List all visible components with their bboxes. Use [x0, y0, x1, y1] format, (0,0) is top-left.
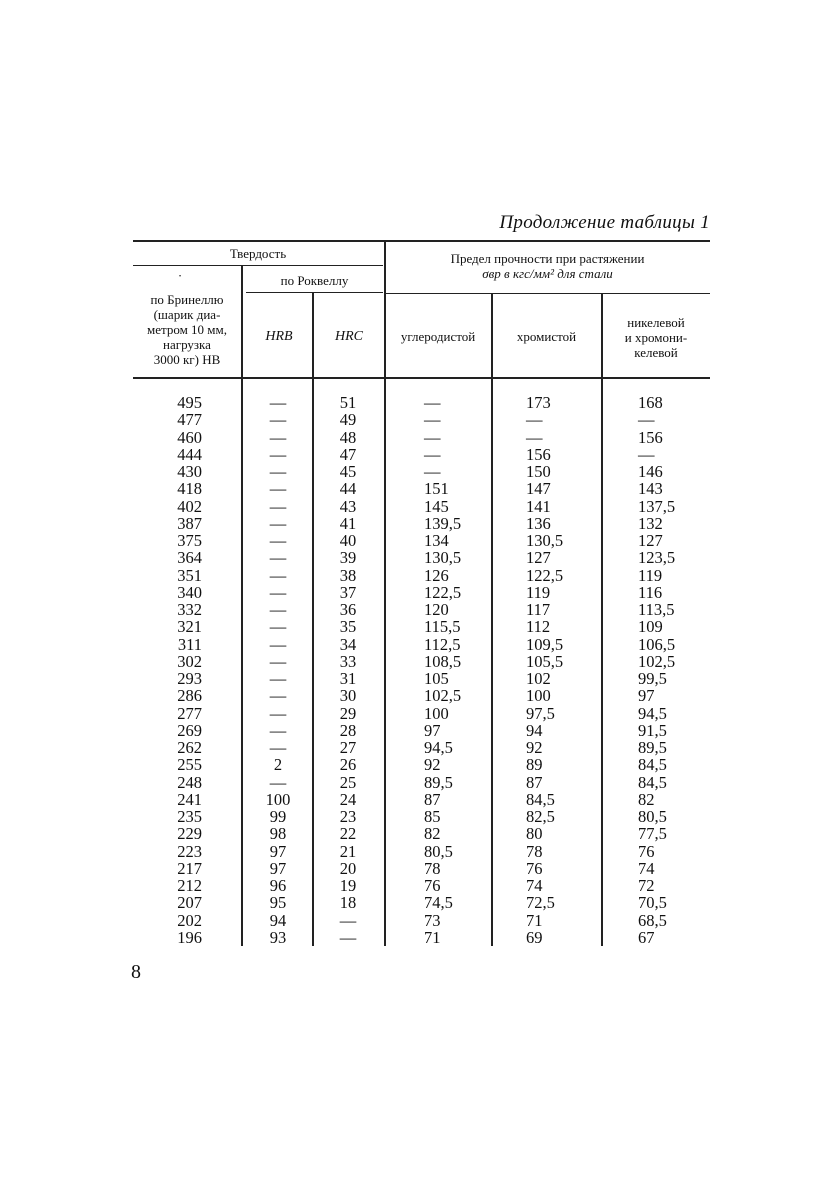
header-hrc: HRC — [335, 329, 363, 344]
table-cell: 112 — [526, 617, 551, 637]
table-cell: 418 — [177, 479, 202, 499]
table-cell: 321 — [177, 617, 202, 637]
table-cell: 109,5 — [526, 634, 564, 654]
table-cell: 113,5 — [638, 600, 675, 619]
table-cell: 20 — [339, 858, 357, 878]
column-hb — [150, 394, 202, 946]
table-cell: 147 — [526, 479, 551, 499]
table-cell: 217 — [177, 858, 202, 878]
table-cell: — — [638, 410, 655, 430]
table-cell: 122,5 — [526, 565, 564, 585]
table-cell: 27 — [339, 738, 357, 757]
table-cell: — — [424, 444, 441, 464]
table-cell: — — [269, 720, 287, 740]
page-number: 8 — [131, 961, 141, 983]
table-cell: 495 — [177, 393, 202, 412]
table-cell: 123,5 — [638, 548, 676, 568]
table-cell: 84,5 — [638, 755, 667, 775]
table-cell: 23 — [339, 807, 357, 826]
header-rockwell: по Роквеллу — [280, 273, 349, 288]
table-cell: 18 — [339, 893, 357, 913]
table-cell: — — [269, 479, 287, 499]
table-cell: 39 — [339, 548, 357, 568]
table-cell: 67 — [638, 927, 655, 947]
table-cell: 82 — [638, 789, 655, 809]
table-cell: 105,5 — [526, 651, 564, 671]
table-cell: 340 — [177, 582, 202, 602]
strength-underline — [384, 293, 710, 294]
table-cell: — — [269, 513, 287, 533]
table-cell: 35 — [339, 617, 357, 637]
header-bottom-rule — [133, 377, 710, 379]
column-nickel — [638, 394, 708, 946]
table-cell: 235 — [177, 807, 202, 826]
table-cell: 127 — [526, 548, 551, 568]
table-cell: 92 — [424, 755, 441, 775]
column-hrc — [318, 394, 378, 946]
table-cell: 120 — [424, 600, 449, 619]
table-cell: 109 — [638, 617, 663, 637]
table-cell: 78 — [424, 858, 441, 878]
table-cell: — — [269, 703, 287, 723]
table-cell: 94,5 — [424, 738, 453, 757]
table-cell: — — [269, 462, 287, 481]
table-cell: 150 — [526, 462, 551, 481]
table-cell: 156 — [638, 427, 663, 447]
table-cell: 93 — [269, 927, 287, 947]
table-cell: 102,5 — [424, 686, 462, 706]
table-cell: 80,5 — [638, 807, 667, 826]
table-cell: 202 — [177, 910, 202, 930]
table-cell: 248 — [177, 772, 202, 792]
table-cell: 115,5 — [424, 617, 461, 637]
table-cell: — — [269, 531, 287, 550]
table-cell: 311 — [177, 634, 202, 654]
table-cell: 34 — [339, 634, 357, 654]
table-cell: 76 — [638, 841, 655, 861]
table-cell: 73 — [424, 910, 441, 930]
table-cell: 332 — [177, 600, 202, 619]
column-chrome — [526, 394, 596, 946]
table-cell: 95 — [269, 893, 287, 913]
table-cell: 22 — [339, 824, 357, 844]
table-cell: 85 — [424, 807, 441, 826]
table-cell: — — [269, 410, 287, 430]
table-cell: 72 — [638, 876, 655, 895]
table-cell: — — [269, 617, 287, 637]
table-cell: 116 — [638, 582, 663, 602]
table-cell: 80,5 — [424, 841, 453, 861]
table-cell: 84,5 — [526, 789, 555, 809]
table-cell: 127 — [638, 531, 663, 550]
table-cell: 119 — [526, 582, 551, 602]
table-top-rule — [133, 240, 710, 242]
table-cell: 207 — [177, 893, 202, 913]
table-cell: 71 — [526, 910, 543, 930]
table-cell: 97,5 — [526, 703, 555, 723]
table-cell: 97 — [269, 858, 287, 878]
table-cell: 102 — [526, 669, 551, 688]
table-cell: — — [269, 548, 287, 568]
table-cell: 98 — [269, 824, 287, 844]
table-cell: 97 — [269, 841, 287, 861]
table-cell: 99,5 — [638, 669, 667, 688]
table-cell: 196 — [177, 927, 202, 947]
table-cell: — — [269, 669, 287, 688]
table-cell: 108,5 — [424, 651, 462, 671]
table-cell: — — [269, 565, 287, 585]
table-cell: — — [526, 427, 543, 447]
table-cell: 69 — [526, 927, 543, 947]
table-cell: — — [424, 410, 441, 430]
table-cell: 262 — [177, 738, 202, 757]
table-cell: 87 — [424, 789, 441, 809]
table-cell: 143 — [638, 479, 663, 499]
table-cell: 87 — [526, 772, 543, 792]
table-cell: — — [269, 634, 287, 654]
header-carbon: углеродистой — [400, 329, 476, 344]
table-cell: 2 — [273, 755, 283, 775]
table-cell: — — [269, 686, 287, 706]
table-cell: 223 — [177, 841, 202, 861]
table-cell: — — [269, 600, 287, 619]
divider-hb — [241, 266, 243, 946]
table-cell: 97 — [638, 686, 655, 706]
hardness-underline — [133, 265, 383, 266]
table-cell: 477 — [177, 410, 202, 430]
table-cell: 241 — [177, 789, 202, 809]
table-cell: 94 — [526, 720, 543, 740]
table-cell: 130,5 — [424, 548, 462, 568]
table-cell: 70,5 — [638, 893, 667, 913]
header-brinell-dot: · — [177, 268, 183, 283]
table-cell: 38 — [339, 565, 357, 585]
table-cell: 136 — [526, 513, 551, 533]
table-cell: 49 — [339, 410, 357, 430]
table-cell: 430 — [177, 462, 202, 481]
table-cell: 112,5 — [424, 634, 461, 654]
rockwell-underline — [246, 292, 383, 293]
table-cell: 51 — [339, 393, 357, 412]
table-cell: 82,5 — [526, 807, 555, 826]
table-cell: 24 — [339, 789, 357, 809]
table-cell: 444 — [177, 444, 202, 464]
table-cell: 117 — [526, 600, 551, 619]
table-cell: 302 — [177, 651, 202, 671]
table-cell: — — [526, 410, 543, 430]
table-cell: 212 — [177, 876, 202, 895]
table-cell: 94,5 — [638, 703, 667, 723]
table-cell: — — [269, 496, 287, 516]
table-cell: 47 — [339, 444, 357, 464]
header-brinell: по Бринеллю (шарик диа- метром 10 мм, нагрузка 3000 кг) НВ — [146, 292, 228, 367]
table-cell: 126 — [424, 565, 449, 585]
table-cell: 156 — [526, 444, 551, 464]
table-cell: 119 — [638, 565, 663, 585]
divider-hrb — [312, 293, 314, 946]
table-cell: — — [339, 910, 357, 930]
table-cell: 33 — [339, 651, 357, 671]
table-cell: 91,5 — [638, 720, 667, 740]
table-cell: 21 — [339, 841, 357, 861]
table-cell: 351 — [177, 565, 202, 585]
divider-hardness-strength — [384, 241, 386, 946]
table-cell: 102,5 — [638, 651, 676, 671]
table-cell: 139,5 — [424, 513, 462, 533]
column-hrb — [250, 394, 306, 946]
table-cell: 76 — [526, 858, 543, 878]
table-cell: 402 — [177, 496, 202, 516]
table-cell: 89,5 — [424, 772, 453, 792]
header-hrb: HRB — [265, 329, 293, 344]
table-cell: 72,5 — [526, 893, 555, 913]
table-cell: 92 — [526, 738, 543, 757]
table-cell: 364 — [177, 548, 202, 568]
table-cell: 89,5 — [638, 738, 667, 757]
table-cell: 387 — [177, 513, 202, 533]
table-cell: 100 — [526, 686, 551, 706]
table-cell: 130,5 — [526, 531, 564, 550]
table-cell: 99 — [269, 807, 287, 826]
table-cell: 76 — [424, 876, 441, 895]
table-cell: 31 — [339, 669, 357, 688]
table-cell: 286 — [177, 686, 202, 706]
table-cell: 28 — [339, 720, 357, 740]
table-cell: 277 — [177, 703, 202, 723]
table-cell: 19 — [339, 876, 357, 895]
table-cell: 84,5 — [638, 772, 667, 792]
table-cell: — — [269, 393, 287, 412]
table-cell: 132 — [638, 513, 663, 533]
table-cell: 168 — [638, 393, 663, 412]
table-cell: 74 — [526, 876, 543, 895]
table-cell: 29 — [339, 703, 357, 723]
table-cell: 30 — [339, 686, 357, 706]
table-cell: 100 — [424, 703, 449, 723]
table-cell: — — [424, 393, 441, 412]
table-cell: — — [269, 651, 287, 671]
table-cell: — — [269, 427, 287, 447]
table-cell: 173 — [526, 393, 551, 412]
table-cell: 25 — [339, 772, 357, 792]
table-cell: 97 — [424, 720, 441, 740]
table-cell: — — [638, 444, 655, 464]
table-cell: 89 — [526, 755, 543, 775]
table-cell: 105 — [424, 669, 449, 688]
table-cell: — — [269, 772, 287, 792]
table-cell: 78 — [526, 841, 543, 861]
table-cell: 80 — [526, 824, 543, 844]
table-cell: — — [424, 427, 441, 447]
table-cell: 375 — [177, 531, 202, 550]
table-cell: 151 — [424, 479, 449, 499]
header-hardness: Твердость — [229, 246, 287, 261]
table-cell: — — [269, 582, 287, 602]
table-cell: 74,5 — [424, 893, 453, 913]
table-cell: 146 — [638, 462, 663, 481]
table-cell: 41 — [339, 513, 357, 533]
header-nickel: никелевой и хромони- келевой — [624, 315, 688, 360]
table-cell: 48 — [339, 427, 357, 447]
table-cell: — — [269, 738, 287, 757]
table-cell: 269 — [177, 720, 202, 740]
table-cell: 36 — [339, 600, 357, 619]
table-cell: 96 — [269, 876, 287, 895]
table-cell: 106,5 — [638, 634, 676, 654]
table-cell: 94 — [269, 910, 287, 930]
header-strength: Предел прочности при растяжении σвр в кгс/мм² для стали — [450, 251, 645, 281]
table-cell: 40 — [339, 531, 357, 550]
table-cell: — — [269, 444, 287, 464]
table-cell: 74 — [638, 858, 655, 878]
table-cell: 82 — [424, 824, 441, 844]
table-cell: 68,5 — [638, 910, 667, 930]
table-cell: 43 — [339, 496, 357, 516]
table-caption: Продолжение таблицы 1 — [499, 212, 710, 233]
table-cell: 26 — [339, 755, 357, 775]
header-chrome: хромистой — [516, 329, 577, 344]
table-cell: — — [339, 927, 357, 947]
table-cell: 77,5 — [638, 824, 667, 844]
table-cell: 293 — [177, 669, 202, 688]
divider-chrome — [601, 294, 603, 946]
table-cell: 460 — [177, 427, 202, 447]
column-carbon — [424, 394, 494, 946]
table-cell: 141 — [526, 496, 551, 516]
table-cell: — — [424, 462, 441, 481]
table-cell: 137,5 — [638, 496, 676, 516]
table-cell: 134 — [424, 531, 449, 550]
table-cell: 45 — [339, 462, 357, 481]
table-cell: 229 — [177, 824, 202, 844]
table-cell: 71 — [424, 927, 441, 947]
table-cell: 100 — [265, 789, 291, 809]
table-cell: 145 — [424, 496, 449, 516]
table-cell: 255 — [177, 755, 202, 775]
table-cell: 37 — [339, 582, 357, 602]
table-cell: 122,5 — [424, 582, 462, 602]
table-cell: 44 — [339, 479, 357, 499]
